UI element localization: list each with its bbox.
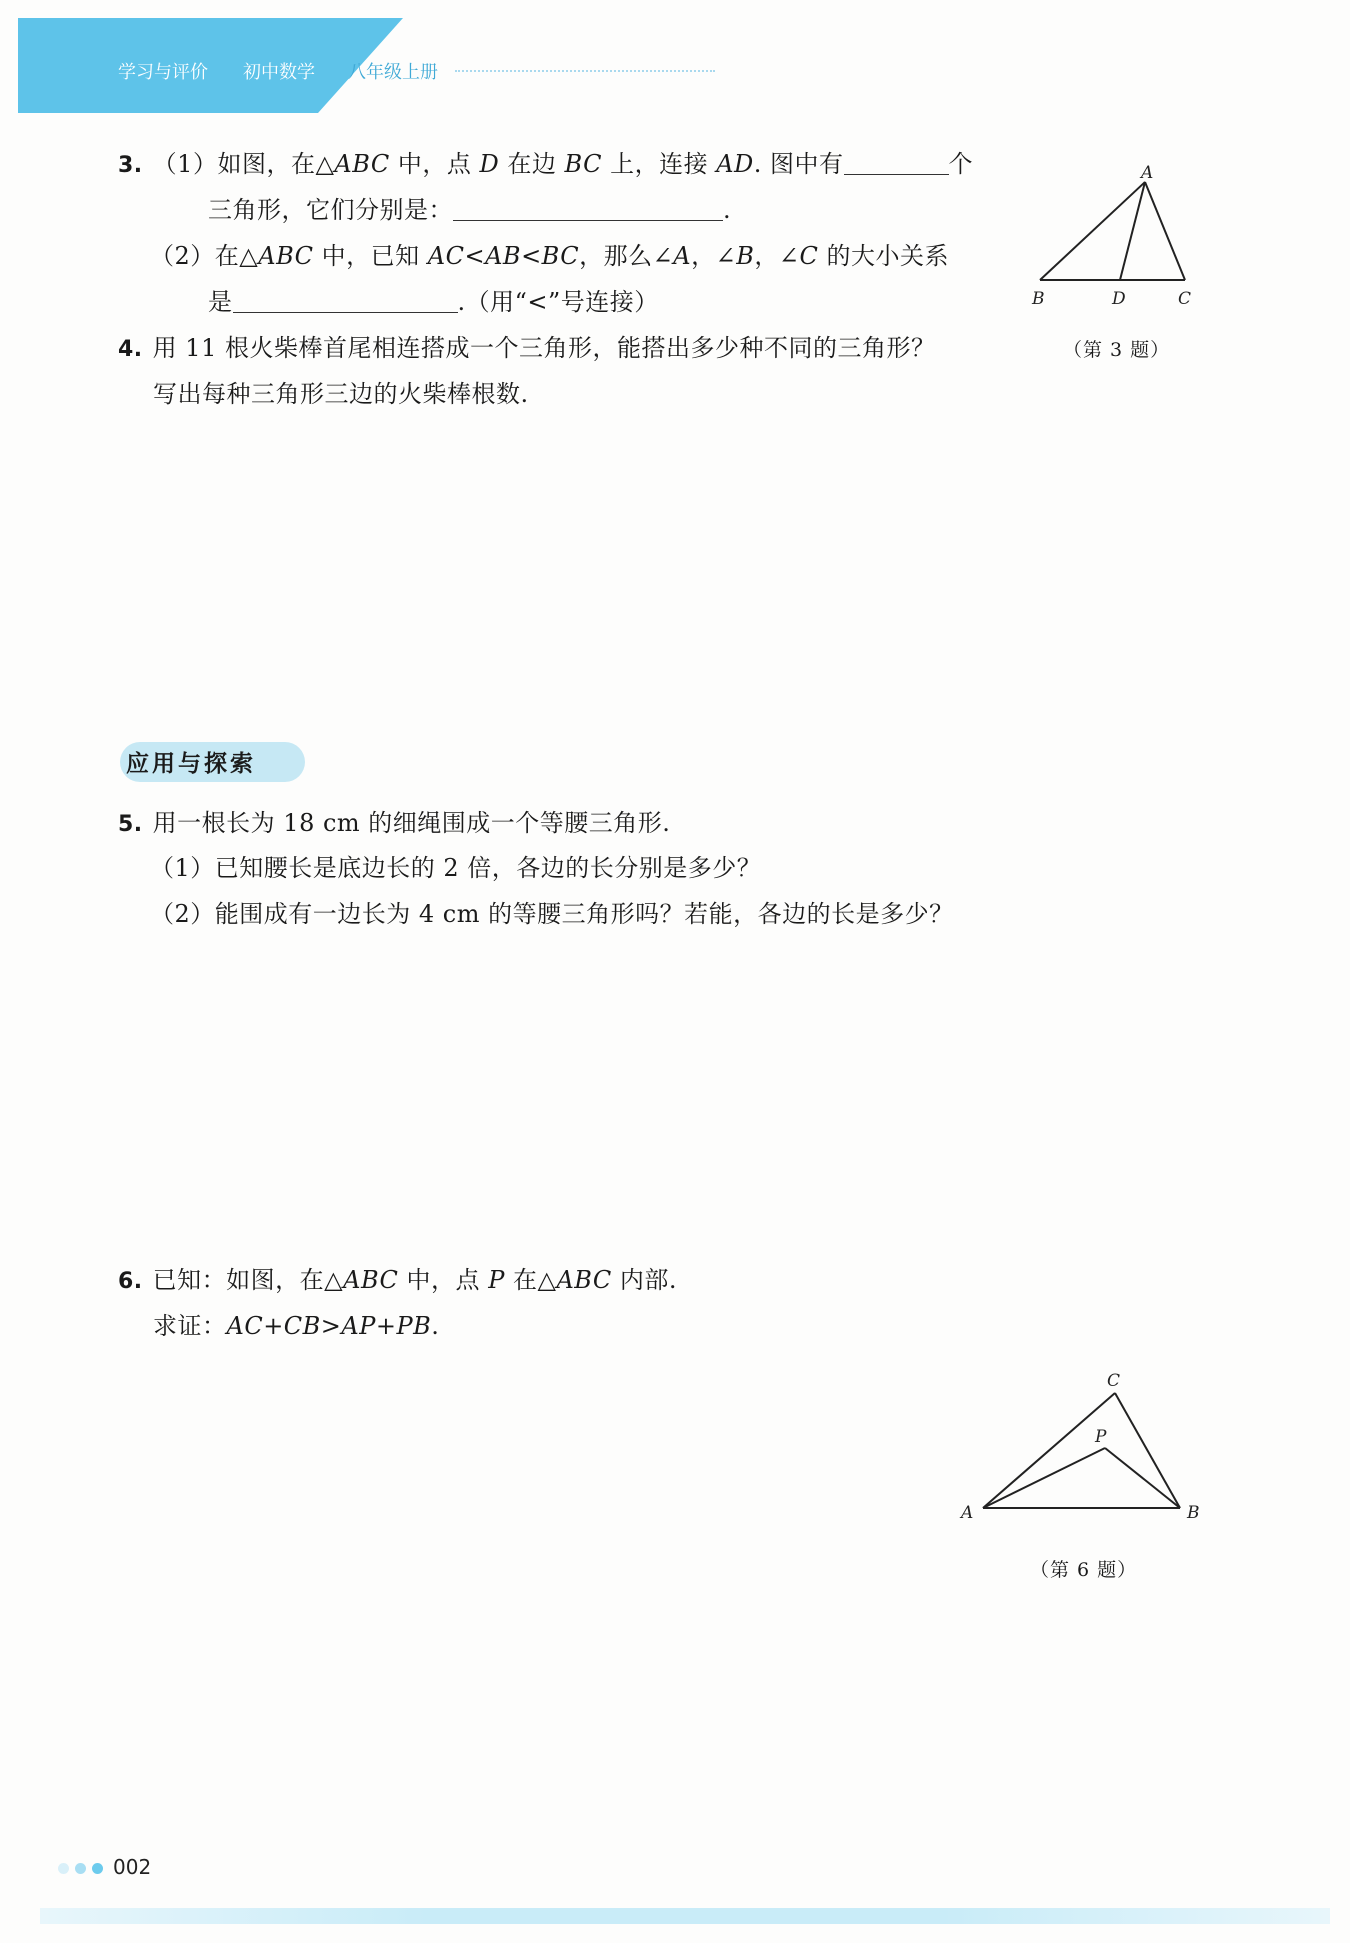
q4-line2: 写出每种三角形三边的火柴棒根数. bbox=[153, 380, 529, 408]
q6-text: 内部. bbox=[611, 1266, 677, 1294]
q5-part1 bbox=[150, 853, 761, 883]
q3-text: 如图，在△ bbox=[217, 150, 335, 178]
q3-math: ABC bbox=[258, 242, 314, 270]
q6-label-b: B bbox=[1187, 1503, 1200, 1523]
q6-line1 bbox=[118, 1265, 677, 1297]
q6-math: P bbox=[488, 1266, 505, 1294]
q3-math: BC bbox=[564, 150, 602, 178]
q3-part2-line2 bbox=[208, 287, 659, 317]
q6-text: 求证： bbox=[153, 1312, 227, 1340]
q5-text: 已知腰长是底边长的 2 倍，各边的长分别是多少？ bbox=[214, 854, 762, 882]
q6-math: AC+CB>AP+PB bbox=[226, 1312, 432, 1340]
q5-text: 能围成有一边长为 4 cm 的等腰三角形吗？若能，各边的长是多少？ bbox=[214, 900, 954, 928]
q3-part2-label: （2） bbox=[150, 242, 215, 270]
q5-text: 用一根长为 18 cm 的细绳围成一个等腰三角形. bbox=[152, 809, 671, 837]
q3-label-c: C bbox=[1178, 289, 1192, 309]
q3-math: C bbox=[799, 242, 819, 270]
q6-triangle-figure bbox=[955, 1368, 1225, 1528]
page-number: 002 bbox=[113, 1855, 152, 1879]
q3-answer-blank-list[interactable] bbox=[453, 198, 723, 221]
q5-line1 bbox=[118, 808, 670, 840]
q6-math: ABC bbox=[556, 1266, 612, 1294]
q5-part1-label: （1） bbox=[150, 854, 215, 882]
q6-label-p: P bbox=[1095, 1427, 1107, 1447]
q3-text: 中，已知 bbox=[313, 242, 428, 270]
q3-text: 个 bbox=[948, 150, 974, 178]
q3-text: 的大小关系 bbox=[818, 242, 949, 270]
q6-label-c: C bbox=[1107, 1371, 1121, 1391]
q5-part2 bbox=[150, 899, 954, 929]
q4-number: 4. bbox=[118, 337, 143, 362]
q3-label-a: A bbox=[1141, 163, 1154, 183]
q3-part1-line1 bbox=[118, 149, 973, 181]
q6-line2 bbox=[153, 1311, 439, 1341]
header-subject: 初中数学 bbox=[243, 62, 315, 83]
q6-math: ABC bbox=[343, 1266, 399, 1294]
q3-answer-blank-count[interactable] bbox=[844, 152, 949, 175]
q3-math: AD bbox=[716, 150, 754, 178]
q3-text: ，∠ bbox=[754, 242, 800, 270]
q3-text: 是 bbox=[208, 288, 233, 316]
q3-text: 三角形，它们分别是： bbox=[208, 196, 453, 224]
q3-part1-line2 bbox=[208, 195, 731, 225]
q3-text: . 图中有 bbox=[753, 150, 844, 178]
q6-text: . bbox=[431, 1312, 440, 1340]
footer-dot-icon bbox=[58, 1863, 69, 1874]
q6-text: 已知：如图，在△ bbox=[152, 1266, 344, 1294]
q3-text: .（用“<”号连接） bbox=[457, 288, 659, 316]
q3-text: ，那么∠ bbox=[579, 242, 674, 270]
q3-math: A bbox=[673, 242, 692, 270]
q3-text: 中，点 bbox=[389, 150, 480, 178]
q6-label-a: A bbox=[961, 1503, 974, 1523]
q6-figure-caption: （第 6 题） bbox=[1030, 1559, 1138, 1581]
q3-label-d: D bbox=[1112, 289, 1126, 309]
q3-text: . bbox=[723, 196, 732, 224]
q3-part2-line1 bbox=[150, 241, 949, 271]
section-title: 应用与探索 bbox=[126, 751, 256, 777]
q6-text: 中，点 bbox=[398, 1266, 489, 1294]
q3-answer-blank-order[interactable] bbox=[233, 290, 458, 313]
q6-number: 6. bbox=[118, 1269, 143, 1294]
q3-math: D bbox=[479, 150, 500, 178]
q3-math: AC<AB<BC bbox=[427, 242, 580, 270]
header-book-title: 学习与评价 bbox=[118, 62, 208, 83]
q4-text: 用 11 根火柴棒首尾相连搭成一个三角形，能搭出多少种不同的三角形？ bbox=[152, 334, 936, 362]
q3-math: B bbox=[736, 242, 755, 270]
header-dotted-rule bbox=[455, 70, 715, 76]
footer-dot-icon bbox=[75, 1863, 86, 1874]
q5-part2-label: （2） bbox=[150, 900, 215, 928]
q3-label-b: B bbox=[1032, 289, 1045, 309]
q5-number: 5. bbox=[118, 812, 143, 837]
q3-part1-label: （1） bbox=[152, 150, 218, 178]
q3-math: ABC bbox=[334, 150, 390, 178]
q3-text: ，∠ bbox=[691, 242, 737, 270]
q3-number: 3. bbox=[118, 153, 143, 178]
q6-text: 在△ bbox=[504, 1266, 557, 1294]
footer-dot-icon bbox=[92, 1863, 103, 1874]
q3-triangle-figure bbox=[1020, 160, 1200, 310]
header-grade: 八年级上册 bbox=[348, 62, 438, 83]
q3-text: 在边 bbox=[499, 150, 565, 178]
q3-text: 上，连接 bbox=[601, 150, 717, 178]
footer-band bbox=[40, 1908, 1330, 1924]
q3-text: 在△ bbox=[214, 242, 259, 270]
q3-figure-caption: （第 3 题） bbox=[1063, 339, 1171, 361]
q4-line1 bbox=[118, 333, 935, 365]
